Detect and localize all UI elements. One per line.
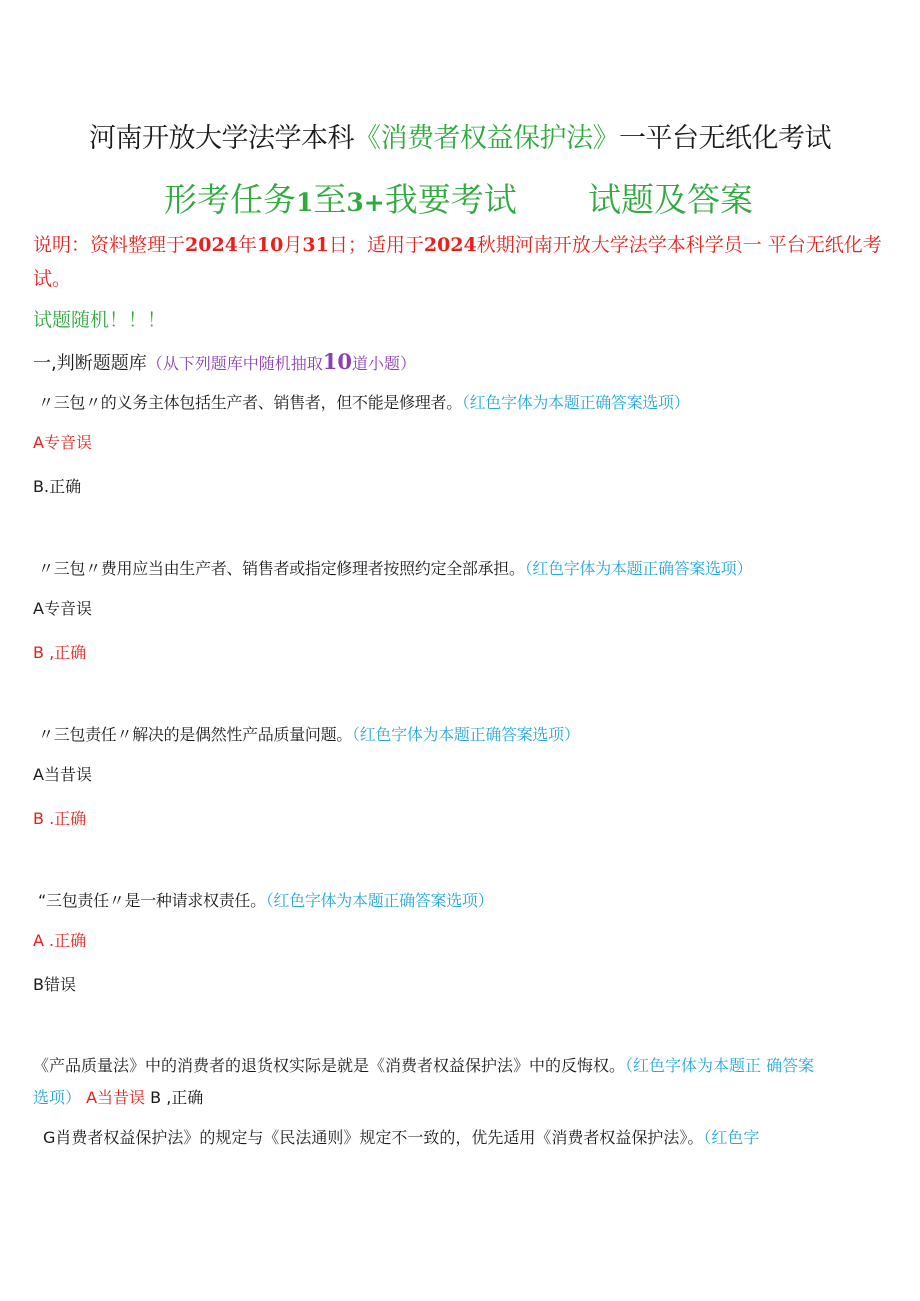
question-text: 〃三包〃费用应当由生产者、销售者或指定修理者按照约定全部承担。: [38, 559, 525, 578]
title-part2: 一平台无纸化考试: [619, 123, 831, 154]
subtitle-task-exam: 我要考试: [384, 180, 517, 219]
question-5-option-b: B ,正确: [150, 1088, 204, 1107]
subtitle-task-num2: 3+: [346, 188, 385, 217]
title-course-name: 《消费者权益保护法》: [354, 123, 619, 154]
answer-hint: （红色字体为本题正确答案选项）: [461, 393, 690, 412]
section-hint-count: 10: [322, 349, 352, 374]
answer-hint: （红色字体为本题正确答案选项）: [352, 725, 580, 744]
document-subtitle: [0, 174, 920, 218]
random-note: 试题随机！！！: [33, 309, 167, 331]
subtitle-qa: 试题及答案: [588, 180, 753, 219]
section-hint-close: 道小题）: [351, 354, 416, 373]
answer-hint: （红色字体为本题正 确答案: [625, 1056, 815, 1075]
question-5-option-a: A当昔误: [86, 1088, 146, 1107]
section-heading: [33, 349, 416, 375]
question-2-option-b: B ,正确: [33, 643, 87, 662]
subtitle-task: [164, 174, 517, 221]
subtitle-task-num1: 1: [296, 188, 314, 217]
answer-hint: （红色字: [703, 1128, 760, 1147]
question-2-option-a: A专音误: [33, 599, 92, 618]
note-text: 说明：资料整理于: [33, 234, 186, 256]
question-text: G肖费者权益保护法》的规定与《民法通则》规定不一致的，优先适用《消费者权益保护法》。: [43, 1128, 704, 1147]
answer-hint: （红色字体为本题正确答案选项）: [265, 891, 494, 910]
note-month: 10: [256, 234, 284, 256]
question-1-option-a: A专音误: [33, 433, 92, 452]
subtitle-task-word: 形考任务: [164, 180, 296, 219]
question-text: 〃三包〃的义务主体包括生产者、销售者，但不能是修理者。: [38, 393, 462, 412]
note-text: 日；适用于: [328, 234, 424, 256]
section-hint-open: （从下列题库中随机抽取: [146, 354, 323, 373]
question-1: [38, 390, 689, 413]
section-title: 一,判断题题库: [33, 353, 147, 374]
question-3: [38, 722, 580, 745]
question-4: [38, 888, 493, 911]
explanation-note: [33, 228, 895, 296]
question-2: [38, 556, 752, 579]
question-5: [33, 1050, 891, 1114]
question-4-option-b: B错误: [33, 975, 76, 994]
note-term-year: 2024: [423, 234, 477, 256]
answer-hint-cont: 选项）: [33, 1088, 82, 1107]
answer-hint: （红色字体为本题正确答案选项）: [524, 559, 753, 578]
subtitle-task-to: 至: [313, 180, 347, 219]
question-1-option-b: B.正确: [33, 477, 82, 496]
document-title: [0, 116, 920, 155]
note-text: 年: [237, 234, 257, 256]
question-text: “三包责任〃是一种请求权责任。: [38, 891, 266, 910]
title-part1: 河南开放大学法学本科: [89, 123, 354, 154]
question-3-option-a: A当昔误: [33, 765, 92, 784]
question-3-option-b: B .正确: [33, 809, 87, 828]
note-day: 31: [302, 234, 329, 256]
question-4-option-a: A .正确: [33, 931, 87, 950]
note-text: 秋期河南开放大学法学本科学员一 平台无纸化考试。: [33, 234, 882, 290]
section-hint: [146, 349, 416, 374]
note-text: 月: [283, 234, 303, 256]
question-text: 〃三包责任〃解决的是偶然性产品质量问题。: [38, 725, 353, 744]
question-text: 《产品质量法》中的消费者的退货权实际是就是《消费者权益保护法》中的反悔权。: [33, 1056, 626, 1075]
note-year: 2024: [185, 234, 238, 256]
question-6: [43, 1125, 759, 1148]
